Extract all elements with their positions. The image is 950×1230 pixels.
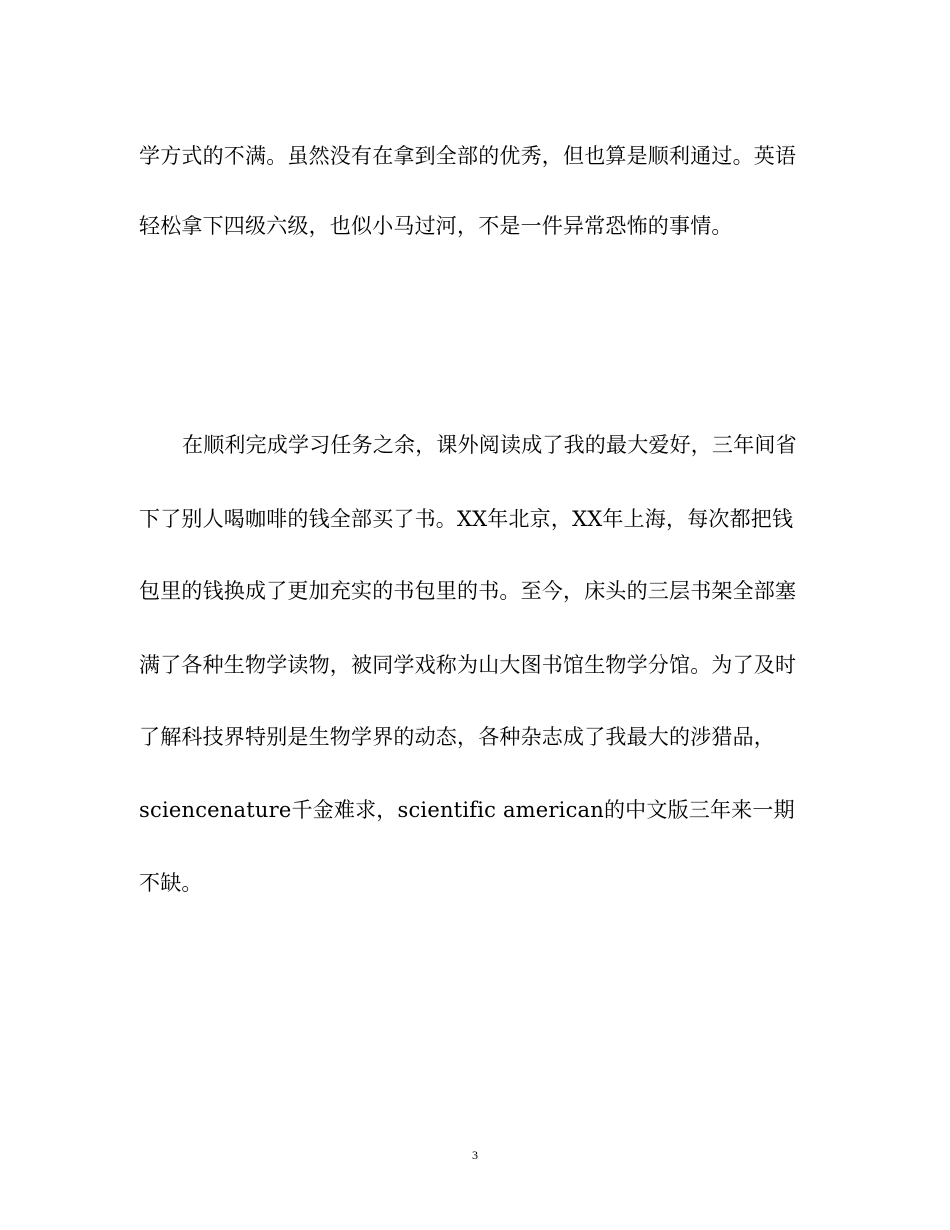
text-line: 轻松拿下四级六级，也似小马过河，不是一件异常恐怖的事情。 [139,214,733,238]
text-line: 在顺利完成学习任务之余，课外阅读成了我的最大爱好，三年间省 [182,433,797,457]
text-line: 包里的钱换成了更加充实的书包里的书。至今，床头的三层书架全部塞 [139,579,797,603]
text-line: 下了别人喝咖啡的钱全部买了书。XX年北京，XX年上海，每次都把钱 [139,507,794,531]
text-line: 学方式的不满。虽然没有在拿到全部的优秀，但也算是顺利通过。英语 [139,144,797,168]
text-line: 满了各种生物学读物，被同学戏称为山大图书馆生物学分馆。为了及时 [139,653,797,677]
text-line: sciencenature千金难求，scientific american的中文版三年来一期 [139,798,795,822]
text-line: 了解科技界特别是生物学界的动态，各种杂志成了我最大的涉猎品， [139,725,775,749]
page-number: 3 [472,1148,478,1162]
text-line: 不缺。 [139,871,203,895]
